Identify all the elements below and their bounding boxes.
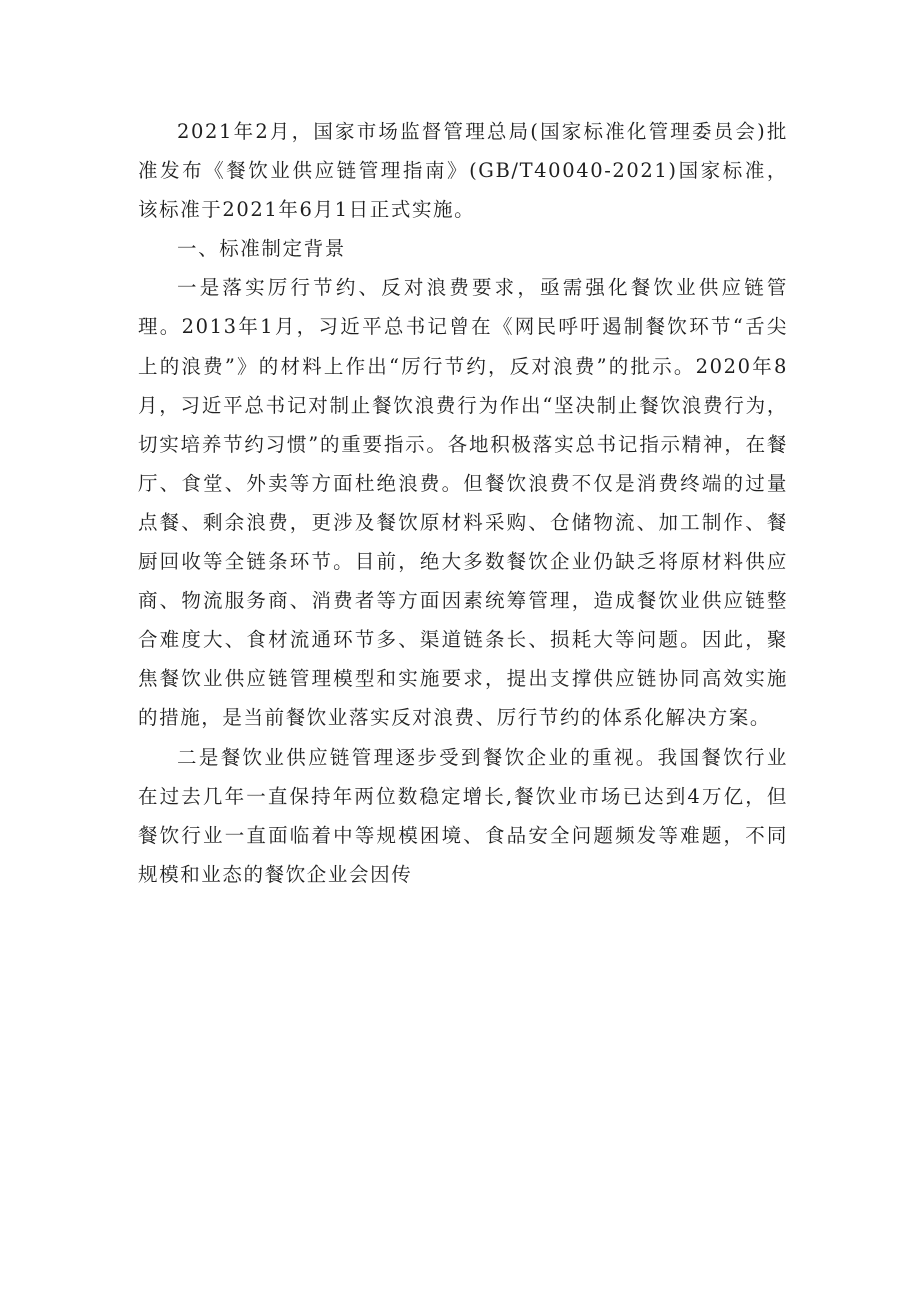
paragraph-intro: 2021年2月，国家市场监督管理总局(国家标准化管理委员会)批准发布《餐饮业供应链管理指南》(GB/T40040-2021)国家标准，该标准于2021年6月1日正式实施。: [138, 120, 788, 222]
document-body: [138, 112, 788, 894]
paragraph-point-two: 二是餐饮业供应链管理逐步受到餐饮企业的重视。我国餐饮行业在过去几年一直保持年两位数稳定增长,餐饮业市场已达到4万亿，但餐饮行业一直面临着中等规模困境、食品安全问题频发等难题，不同规模和业态的餐饮企业会因传: [138, 745, 788, 886]
paragraph-point-one: 一是落实厉行节约、反对浪费要求，亟需强化餐饮业供应链管理。2013年1月，习近平总书记曾在《网民呼吁遏制餐饮环节“舌尖上的浪费”》的材料上作出“厉行节约，反对浪费”的批示。2020年8月，习近平总书记对制止餐饮浪费行为作出“坚决制止餐饮浪费行为，切实培养节约习惯”的重要指示。各地积极落实总书记指示精神，在餐厅、食堂、外卖等方面杜绝浪费。但餐饮浪费不仅是消费终端的过量点餐、剩余浪费，更涉及餐饮原材料采购、仓储物流、加工制作、餐厨回收等全链条环节。目前，绝大多数餐饮企业仍缺乏将原材料供应商、物流服务商、消费者等方面因素统筹管理，造成餐饮业供应链整合难度大、食材流通环节多、渠道链条长、损耗大等问题。因此，聚焦餐饮业供应链管理模型和实施要求，提出支撑供应链协同高效实施的措施，是当前餐饮业落实反对浪费、厉行节约的体系化解决方案。: [138, 276, 788, 730]
section-heading-background: 一、标准制定背景: [177, 237, 346, 261]
